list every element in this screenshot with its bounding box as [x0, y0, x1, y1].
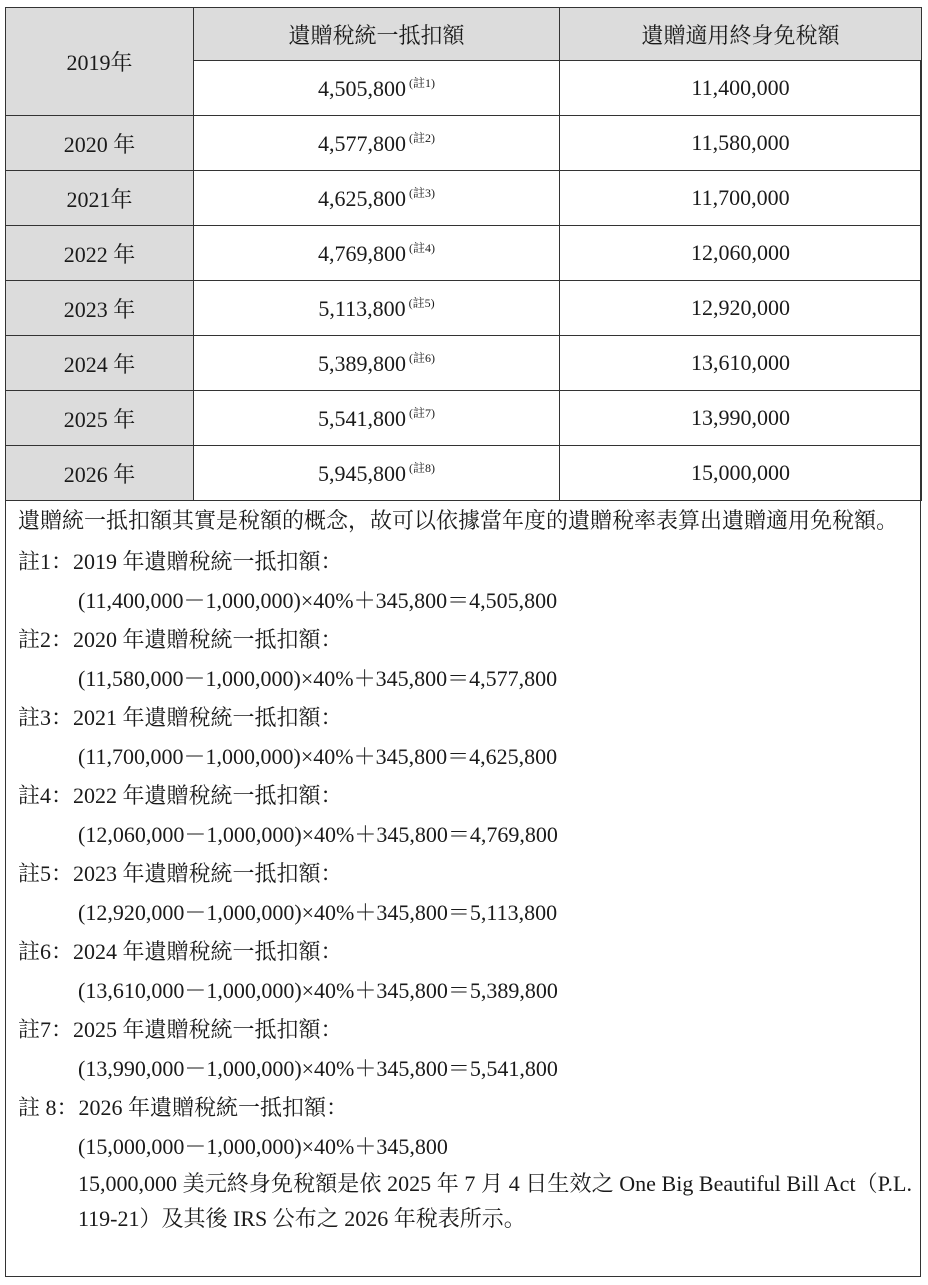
note-label: 註6：2024 年遺贈稅統一抵扣額： — [18, 939, 343, 964]
note-label: 註5：2023 年遺贈稅統一抵扣額： — [18, 861, 343, 886]
header-exemption: 遺贈適用終身免稅額 — [560, 8, 922, 61]
exemption-cell: 15,000,000 — [560, 446, 922, 501]
year-cell: 2020 年 — [6, 116, 194, 171]
credit-cell — [194, 61, 560, 116]
year-cell: 2022 年 — [6, 226, 194, 281]
note-calc: (11,580,000－1,000,000)×40%＋345,800＝4,577,800 — [78, 666, 558, 691]
year-cell: 2023 年 — [6, 281, 194, 336]
notes-intro: 遺贈統一抵扣額其實是稅額的概念，故可以依據當年度的遺贈稅率表算出遺贈適用免稅額。 — [18, 508, 899, 533]
credit-value: 5,113,800 — [318, 296, 406, 321]
exemption-cell: 13,610,000 — [560, 336, 922, 391]
exemption-cell: 11,400,000 — [560, 61, 922, 116]
note-ref: (註2) — [409, 131, 435, 145]
note-ref: (註6) — [409, 351, 435, 365]
header-credit: 遺贈稅統一抵扣額 — [194, 8, 560, 61]
tax-table — [5, 7, 922, 501]
final-note: 15,000,000 美元終身免稅額是依 2025 年 7 月 4 日生效之 One Big Beautiful Bill Act（P.L. 119-21）及其後 IRS 公布之 2026 年稅表所示。 — [78, 1171, 912, 1231]
note-label: 註7：2025 年遺贈稅統一抵扣額： — [18, 1017, 343, 1042]
note-label: 註 8：2026 年遺贈稅統一抵扣額： — [18, 1095, 349, 1120]
notes-section — [18, 503, 912, 1236]
exemption-cell: 11,700,000 — [560, 171, 922, 226]
credit-cell — [194, 171, 560, 226]
credit-cell — [194, 446, 560, 501]
credit-cell — [194, 336, 560, 391]
year-cell: 2026 年 — [6, 446, 194, 501]
credit-value: 5,389,800 — [318, 351, 406, 376]
exemption-cell: 13,990,000 — [560, 391, 922, 446]
exemption-cell: 12,920,000 — [560, 281, 922, 336]
credit-cell — [194, 116, 560, 171]
credit-value: 5,541,800 — [318, 406, 406, 431]
note-calc: (11,700,000－1,000,000)×40%＋345,800＝4,625,800 — [78, 744, 558, 769]
year-cell: 2024 年 — [6, 336, 194, 391]
note-label: 註3：2021 年遺贈稅統一抵扣額： — [18, 705, 343, 730]
note-calc: (11,400,000－1,000,000)×40%＋345,800＝4,505,800 — [78, 588, 558, 613]
note-label: 註4：2022 年遺贈稅統一抵扣額： — [18, 783, 343, 808]
note-label: 註2：2020 年遺贈稅統一抵扣額： — [18, 627, 343, 652]
note-label: 註1：2019 年遺贈稅統一抵扣額： — [18, 549, 343, 574]
year-cell: 2025 年 — [6, 391, 194, 446]
credit-value: 5,945,800 — [318, 461, 406, 486]
note-calc: (13,610,000－1,000,000)×40%＋345,800＝5,389,800 — [78, 978, 558, 1003]
year-cell: 2021年 — [6, 171, 194, 226]
exemption-cell: 12,060,000 — [560, 226, 922, 281]
year-cell: 2019年 — [6, 8, 194, 116]
credit-value: 4,505,800 — [318, 76, 406, 101]
note-ref: (註7) — [409, 406, 435, 420]
credit-value: 4,625,800 — [318, 186, 406, 211]
credit-value: 4,577,800 — [318, 131, 406, 156]
note-calc: (12,920,000－1,000,000)×40%＋345,800＝5,113,800 — [78, 900, 558, 925]
credit-cell — [194, 281, 560, 336]
credit-cell — [194, 226, 560, 281]
note-ref: (註4) — [409, 241, 435, 255]
note-calc: (13,990,000－1,000,000)×40%＋345,800＝5,541,800 — [78, 1056, 558, 1081]
note-ref: (註3) — [409, 186, 435, 200]
note-ref: (註1) — [409, 76, 435, 90]
exemption-cell: 11,580,000 — [560, 116, 922, 171]
note-calc: (12,060,000－1,000,000)×40%＋345,800＝4,769,800 — [78, 822, 558, 847]
credit-value: 4,769,800 — [318, 241, 406, 266]
note-ref: (註8) — [409, 461, 435, 475]
note-ref: (註5) — [408, 296, 435, 310]
note-calc: (15,000,000－1,000,000)×40%＋345,800 — [78, 1134, 448, 1159]
credit-cell — [194, 391, 560, 446]
